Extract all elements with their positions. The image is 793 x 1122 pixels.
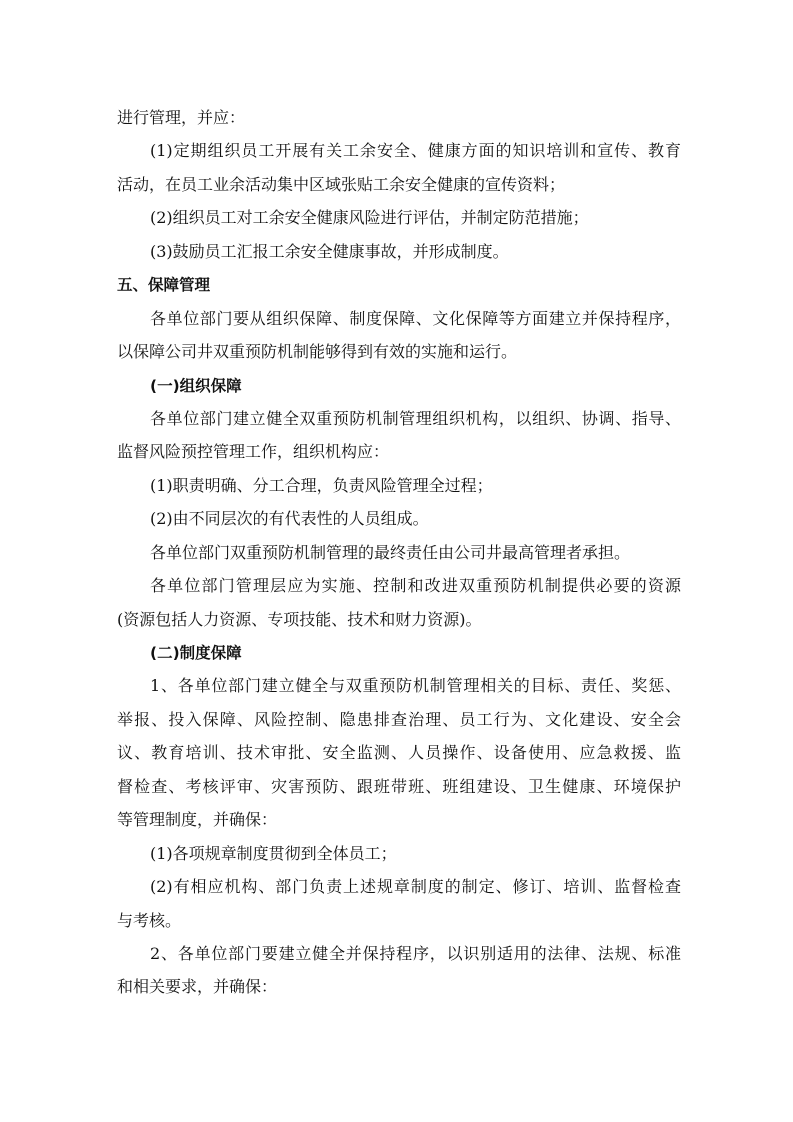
text-line: (1)定期组织员工开展有关工余安全、健康方面的知识培训和宣传、教育 [150, 141, 681, 161]
text-line: 各单位部门双重预防机制管理的最终责任由公司井最高管理者承担。 [150, 542, 631, 562]
text-line: 1、各单位部门建立健全与双重预防机制管理相关的目标、责任、奖惩、 [150, 676, 681, 696]
text-line: 举报、投入保障、风险控制、隐患排查治理、员工行为、文化建设、安全会 [117, 709, 681, 729]
text-line: 活动，在员工业余活动集中区域张贴工余安全健康的宣传资料； [117, 174, 566, 194]
text-line: 监督风险预控管理工作，组织机构应： [117, 442, 390, 462]
text-line: 各单位部门建立健全双重预防机制管理组织机构，以组织、协调、指导、 [150, 408, 681, 428]
document-page-body [117, 104, 681, 1007]
section-heading: 五、保障管理 [117, 276, 211, 295]
text-line: 各单位部门管理层应为实施、控制和改进双重预防机制提供必要的资源 [150, 576, 681, 596]
text-line: (3)鼓励员工汇报工余安全健康事故，并形成制度。 [150, 241, 509, 261]
text-line: 和相关要求，并确保： [117, 977, 278, 997]
section-heading: (一)组织保障 [150, 376, 242, 395]
text-line: 督检查、考核评审、灾害预防、跟班带班、班组建设、卫生健康、环境保护 [117, 776, 681, 796]
text-line: 与考核。 [117, 910, 182, 930]
text-line: (2)组织员工对工余安全健康风险进行评估，并制定防范措施； [150, 208, 589, 228]
text-line: (2)有相应机构、部门负责上述规章制度的制定、修订、培训、监督检查 [150, 877, 681, 897]
text-line: 议、教育培训、技术审批、安全监测、人员操作、设备使用、应急救援、监 [117, 743, 681, 763]
text-line: (资源包括人力资源、专项技能、技术和财力资源)。 [117, 609, 482, 629]
text-line: 2、各单位部门要建立健全并保持程序，以识别适用的法律、法规、标准 [150, 943, 681, 963]
text-line: 等管理制度，并确保： [117, 810, 278, 830]
text-line: 各单位部门要从组织保障、制度保障、文化保障等方面建立并保持程序， [150, 308, 681, 328]
text-line: 进行管理，并应： [117, 108, 246, 127]
text-line: 以保障公司井双重预防机制能够得到有效的实施和运行。 [117, 342, 518, 362]
text-line: (1)各项规章制度贯彻到全体员工； [150, 843, 397, 863]
text-line: (2)由不同层次的有代表性的人员组成。 [150, 509, 429, 529]
section-heading: (二)制度保障 [150, 644, 242, 662]
text-line: (1)职责明确、分工合理，负责风险管理全过程； [150, 475, 493, 495]
